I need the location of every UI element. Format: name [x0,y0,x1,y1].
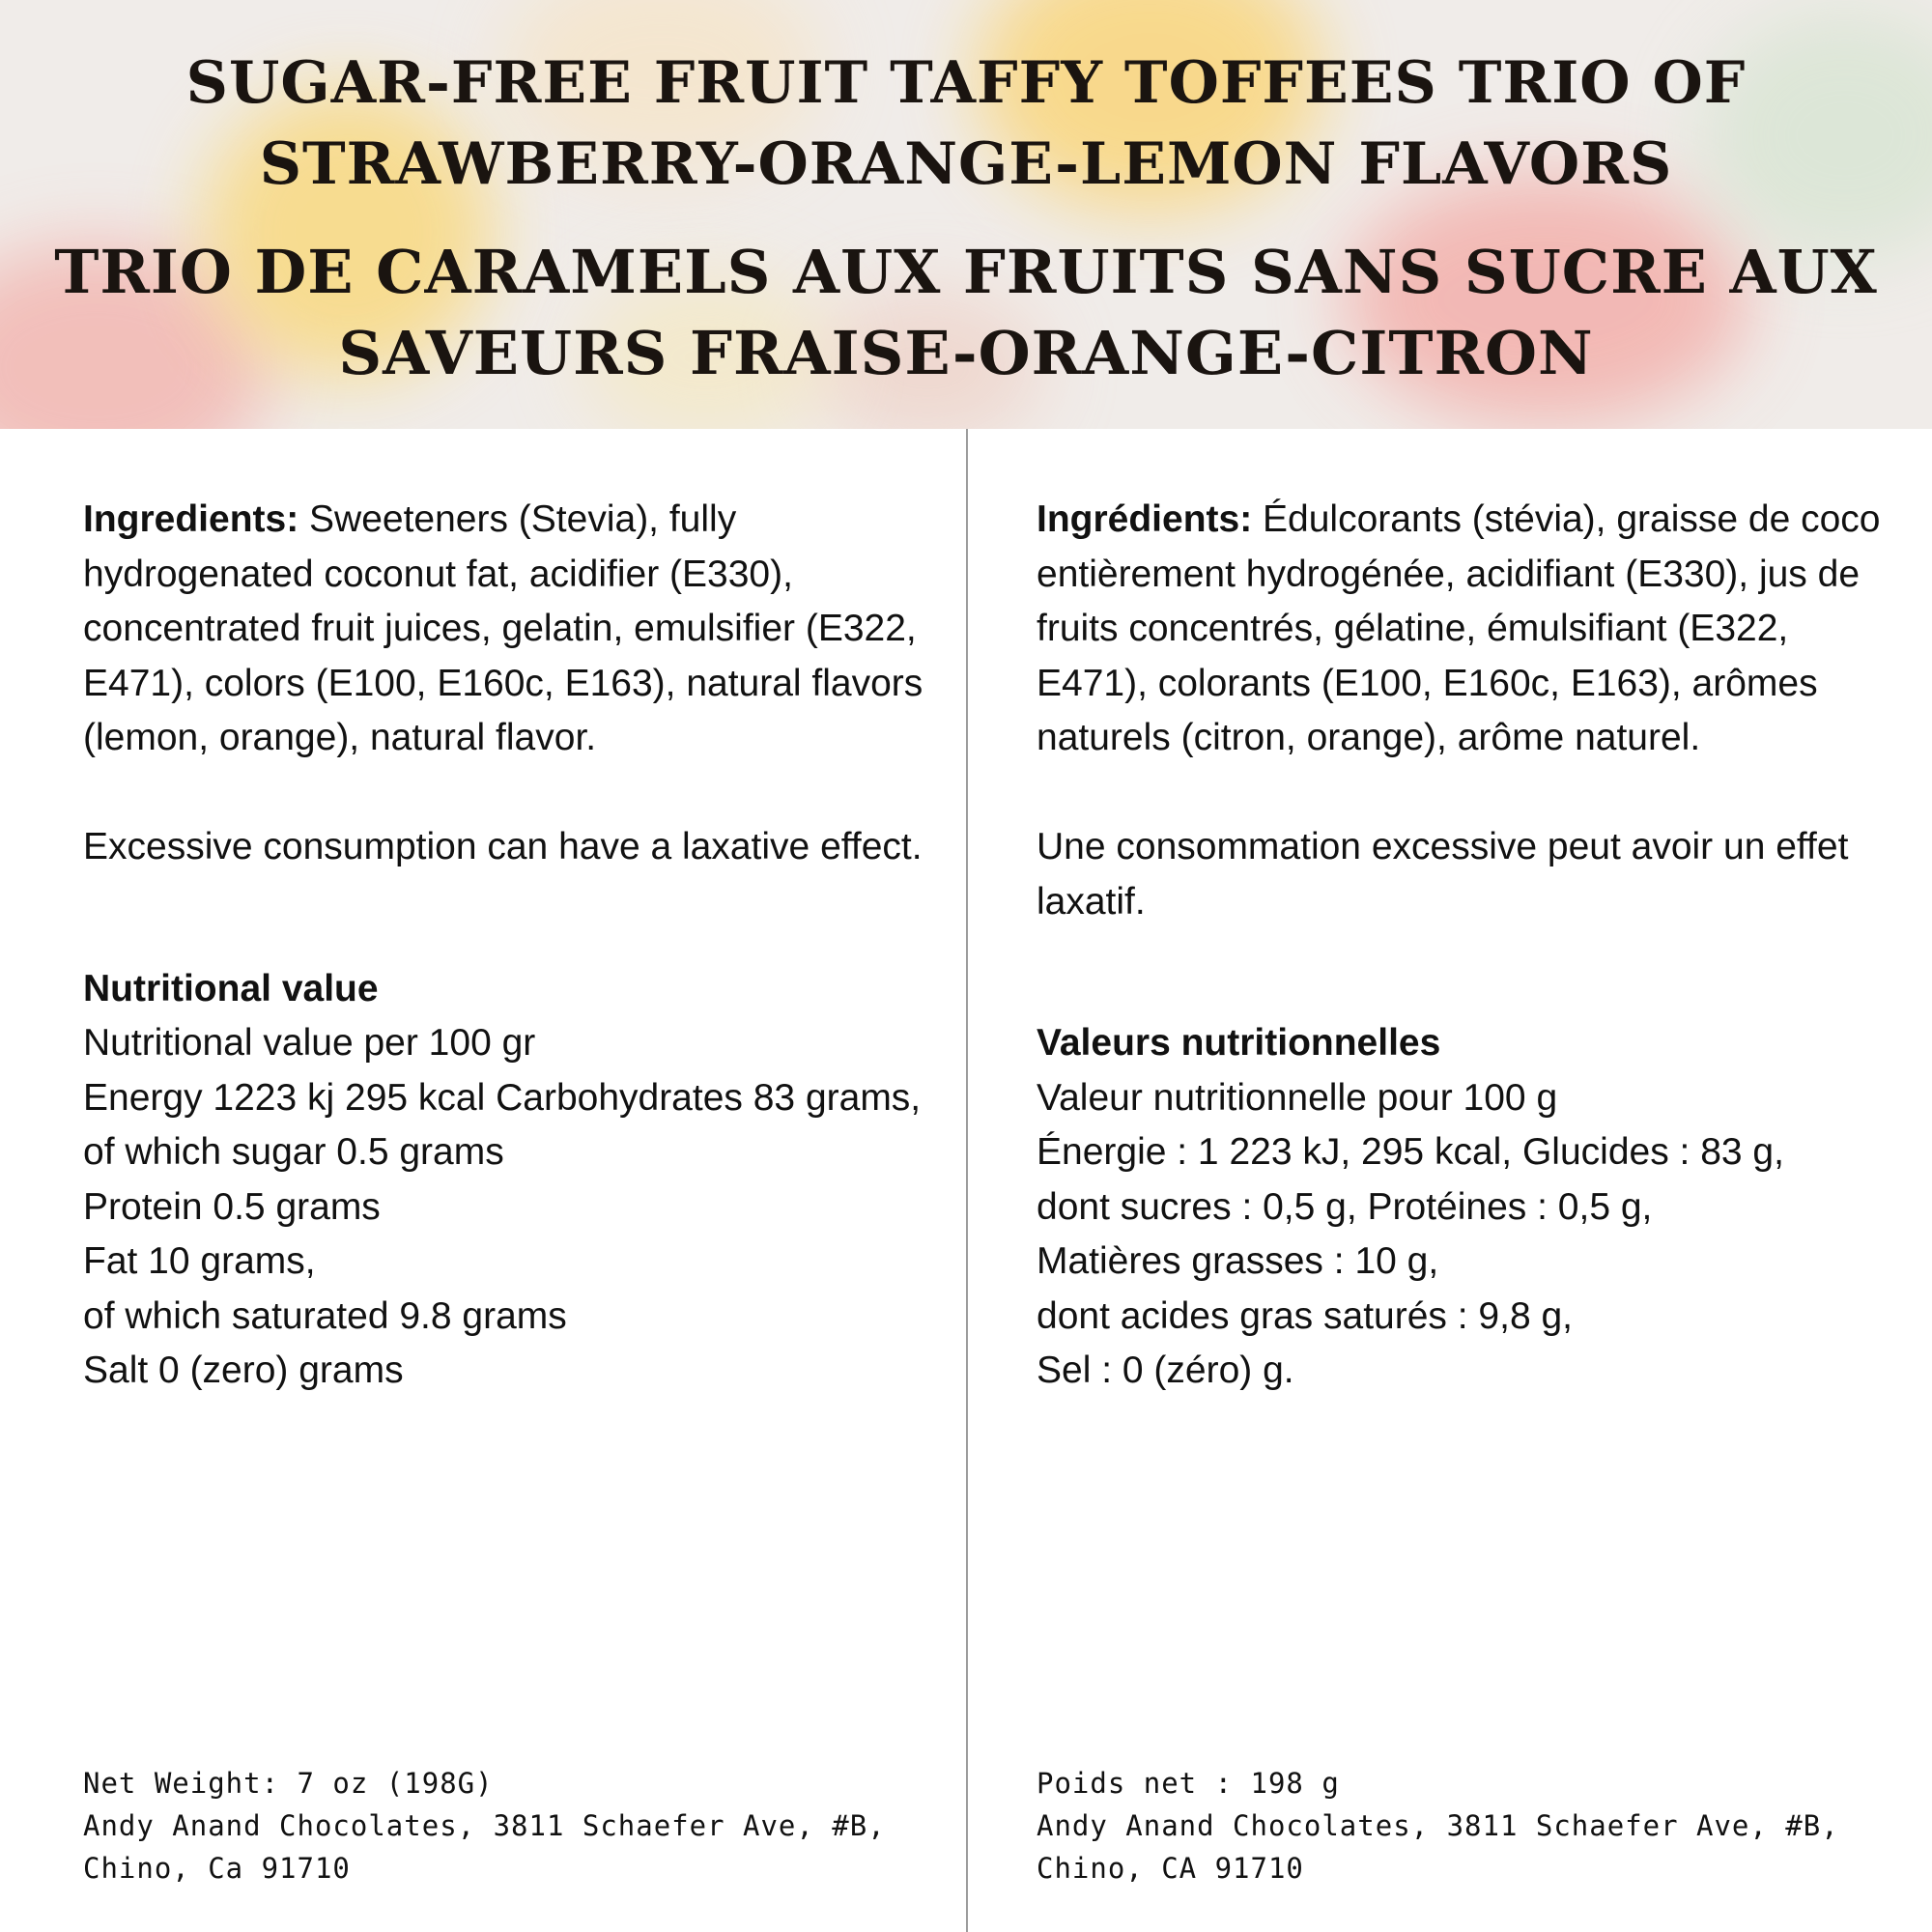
header-banner [0,0,1932,429]
english-column [83,493,933,1399]
nutrition-line: Matières grasses : 10 g, [1037,1240,1439,1282]
nutrition-list [1037,1071,1887,1399]
laxative-warning: Excessive consumption can have a laxative effect. [83,826,923,867]
nutrition-heading: Nutritional value [83,967,379,1009]
ingredients-label: Ingrédients: [1037,498,1253,540]
nutrition-line: Énergie : 1 223 kJ, 295 kcal, Glucides : 83 g, [1037,1131,1784,1173]
nutrition-line: Fat 10 grams, [83,1240,316,1282]
manufacturer-address: Andy Anand Chocolates, 3811 Schaefer Ave, #B, Chino, Ca 91710 [83,1809,886,1885]
ingredients-paragraph [83,493,933,766]
nutrition-line: Energy 1223 kj 295 kcal Carbohydrates 83 grams, [83,1076,922,1119]
ingredients-text: Sweeteners (Stevia), fully hydrogenated coconut fat, acidifier (E330), concentrated fruit juices, gelatin, emulsifier (E322, E471), colors (E100, E160c, E163), natural flavors (lemon, orange), natural flavor. [83,498,923,758]
nutrition-line: of which saturated 9.8 grams [83,1294,567,1337]
nutrition-line: of which sugar 0.5 grams [83,1131,504,1173]
nutrition-line: Sel : 0 (zéro) g. [1037,1350,1294,1391]
nutrition-line: Nutritional value per 100 gr [83,1022,536,1064]
net-weight: Net Weight: 7 oz (198G) [83,1767,494,1800]
ingredients-text: Édulcorants (stévia), graisse de coco entièrement hydrogénée, acidifiant (E330), jus de fruits concentrés, gélatine, émulsifiant (E322, E471), colorants (E100, E160c, E163), arômes naturels (citron, orange), arôme naturel. [1037,498,1881,758]
nutrition-line: Valeur nutritionnelle pour 100 g [1037,1076,1558,1119]
ingredients-paragraph [1037,493,1887,766]
nutrition-heading: Valeurs nutritionnelles [1037,1022,1441,1064]
title-french: TRIO DE CARAMELS AUX FRUITS SANS SUCRE AUX SAVEURS FRAISE-ORANGE-CITRON [54,237,1878,388]
ingredients-label: Ingredients: [83,498,299,540]
laxative-warning: Une consommation excessive peut avoir un effet laxatif. [1037,826,1849,923]
nutrition-line: Salt 0 (zero) grams [83,1350,404,1391]
nutrition-line: dont sucres : 0,5 g, Protéines : 0,5 g, [1037,1185,1653,1228]
english-footer [83,1762,933,1889]
manufacturer-address: Andy Anand Chocolates, 3811 Schaefer Ave, #B, Chino, CA 91710 [1037,1809,1839,1885]
french-column [1037,493,1887,1399]
french-footer [1037,1762,1906,1889]
nutrition-list [83,1016,933,1399]
title-english: SUGAR-FREE FRUIT TAFFY TOFFEES TRIO OF STRAWBERRY-ORANGE-LEMON FLAVORS [185,49,1747,198]
column-divider [966,429,968,1932]
nutrition-line: Protein 0.5 grams [83,1185,381,1228]
net-weight: Poids net : 198 g [1037,1767,1340,1800]
nutrition-line: dont acides gras saturés : 9,8 g, [1037,1294,1573,1337]
